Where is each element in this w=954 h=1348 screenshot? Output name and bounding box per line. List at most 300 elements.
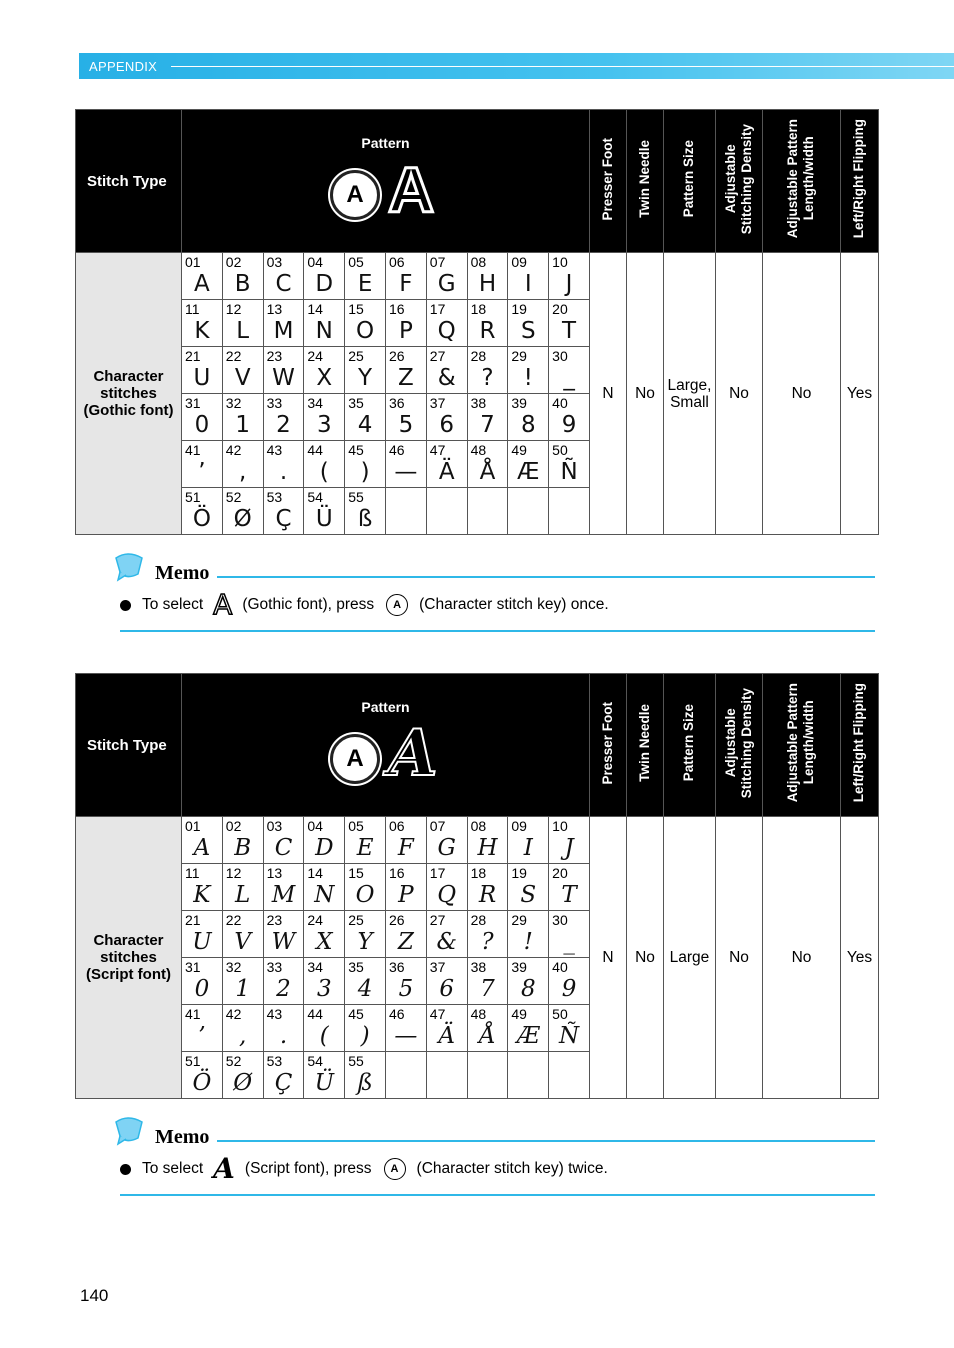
pattern-number: 36 [388,395,405,411]
pattern-number: 08 [470,254,487,270]
header-rule [171,66,954,67]
pattern-cell[interactable] [385,441,426,488]
pattern-number: 30 [552,348,568,364]
pattern-cell[interactable] [263,300,304,347]
pattern-character: Ø [233,1070,253,1096]
pattern-character: ’ [198,459,206,485]
pattern-cell[interactable] [345,300,386,347]
pattern-cell[interactable] [467,347,508,394]
pattern-cell[interactable] [385,394,426,441]
pattern-cell[interactable] [467,864,508,911]
table-row [76,253,879,300]
pattern-character: M [271,882,296,908]
pattern-cell[interactable] [508,441,549,488]
pattern-character: T [561,882,577,908]
gothic-font-icon: A [388,154,435,226]
pattern-cell[interactable] [222,394,263,441]
pattern-character: F [399,271,413,297]
pattern-number: 43 [266,442,283,458]
pattern-cell[interactable] [345,864,386,911]
pattern-character: 0 [194,976,210,1002]
pattern-number: 16 [388,865,405,881]
pattern-cell[interactable] [182,347,223,394]
pattern-number: 55 [348,489,364,505]
pattern-cell[interactable] [508,911,549,958]
pattern-size-value: Large [663,817,715,1099]
pattern-cell[interactable] [263,1005,304,1052]
pattern-number: 10 [552,254,568,270]
pattern-number: 26 [388,348,405,364]
pattern-cell[interactable] [385,817,426,864]
header-pattern-label: Pattern [361,699,410,715]
pattern-character: — [394,459,418,485]
pattern-cell[interactable] [549,300,590,347]
pattern-character: ’ [198,1023,206,1049]
pattern-number: 04 [307,818,323,834]
pattern-cell[interactable] [549,441,590,488]
pattern-cell[interactable] [182,394,223,441]
pattern-cell[interactable] [304,394,345,441]
pattern-character: Y [358,365,373,391]
pattern-number: 29 [511,348,527,364]
pattern-character: 2 [276,412,291,438]
pattern-cell[interactable] [304,958,345,1005]
pattern-cell[interactable] [467,441,508,488]
pattern-number: 21 [185,912,201,928]
pattern-length-value: No [762,253,840,535]
pattern-cell[interactable] [426,911,467,958]
pattern-character: Ñ [559,1023,580,1049]
pattern-cell[interactable] [345,958,386,1005]
pattern-character: X [316,929,333,955]
pattern-character: A [194,271,210,297]
pattern-number: 39 [511,395,527,411]
pattern-cell[interactable] [222,911,263,958]
pattern-character: ) [360,1023,370,1049]
pattern-cell[interactable] [304,488,345,535]
pattern-cell[interactable] [385,347,426,394]
script-font-icon: A [213,1152,235,1185]
presser-foot-value: N [589,817,626,1099]
pattern-cell[interactable] [385,864,426,911]
pattern-number: 46 [388,1006,405,1022]
pattern-cell[interactable] [549,817,590,864]
pattern-cell[interactable] [467,911,508,958]
pattern-number: 53 [266,1053,283,1069]
pattern-cell[interactable] [345,441,386,488]
pattern-number: 23 [266,912,283,928]
pattern-character: 6 [439,976,454,1002]
memo-icon [112,552,146,582]
gothic-font-icon: A [213,588,233,621]
pattern-number: 41 [185,442,201,458]
pattern-number: 54 [307,489,323,505]
pattern-number: 27 [429,912,446,928]
pattern-number: 35 [348,959,364,975]
pattern-cell[interactable] [426,1005,467,1052]
pattern-cell[interactable] [508,300,549,347]
character-key-icon: A [330,170,380,220]
pattern-character: 2 [276,976,291,1002]
pattern-cell[interactable] [222,1052,263,1099]
pattern-cell[interactable] [508,817,549,864]
pattern-cell [426,488,467,535]
pattern-character: 7 [480,976,495,1002]
pattern-number: 02 [225,254,242,270]
pattern-character: Ü [315,506,333,532]
pattern-character: . [279,1023,288,1049]
pattern-cell[interactable] [345,347,386,394]
pattern-character: R [479,318,496,344]
pattern-number: 14 [307,865,323,881]
pattern-cell[interactable] [304,441,345,488]
pattern-number: 37 [429,959,446,975]
pattern-number: 12 [225,865,242,881]
pattern-character: B [234,271,251,297]
pattern-cell[interactable] [385,958,426,1005]
pattern-number: 09 [511,254,527,270]
pattern-number: 51 [185,489,201,505]
pattern-number: 02 [225,818,242,834]
pattern-cell[interactable] [426,300,467,347]
pattern-cell[interactable] [426,394,467,441]
pattern-cell[interactable] [304,817,345,864]
pattern-number: 44 [307,442,323,458]
header-pattern-size: Pattern Size [663,110,715,253]
pattern-number: 25 [348,912,364,928]
header-stitching-density: Adjustable Stitching Density [715,110,762,253]
header-stitch-type: Stitch Type [76,110,182,253]
pattern-number: 53 [266,489,283,505]
pattern-number: 36 [388,959,405,975]
pattern-character: Q [437,882,457,908]
pattern-number: 06 [388,254,405,270]
pattern-cell [467,488,508,535]
pattern-character: N [314,882,335,908]
pattern-cell[interactable] [182,1005,223,1052]
pattern-character: 1 [235,976,251,1002]
pattern-cell[interactable] [549,958,590,1005]
pattern-cell[interactable] [304,347,345,394]
script-font-icon: A [388,716,438,791]
pattern-cell[interactable] [222,1005,263,1052]
pattern-cell[interactable] [345,1005,386,1052]
pattern-number: 05 [348,254,364,270]
pattern-character: J [564,835,574,861]
pattern-cell[interactable] [263,253,304,300]
pattern-cell[interactable] [222,958,263,1005]
pattern-cell[interactable] [467,394,508,441]
pattern-cell[interactable] [549,1005,590,1052]
pattern-cell[interactable] [182,817,223,864]
pattern-number: 29 [511,912,527,928]
pattern-cell[interactable] [385,1005,426,1052]
pattern-number: 03 [266,818,283,834]
pattern-cell[interactable] [426,347,467,394]
pattern-cell[interactable] [467,958,508,1005]
pattern-cell[interactable] [182,864,223,911]
pattern-cell[interactable] [263,347,304,394]
pattern-character: Ü [314,1070,334,1096]
pattern-cell[interactable] [508,1005,549,1052]
pattern-cell[interactable] [467,253,508,300]
pattern-number: 17 [429,301,446,317]
pattern-cell[interactable] [182,488,223,535]
stitching-density-value: No [715,253,762,535]
header-stitching-density: Adjustable Stitching Density [715,674,762,817]
pattern-character: Æ [517,459,540,485]
pattern-number: 55 [348,1053,364,1069]
pattern-cell[interactable] [222,300,263,347]
pattern-number: 15 [348,865,364,881]
header-pattern-length: Adjustable Pattern Length/width [762,674,840,817]
pattern-number: 33 [266,395,283,411]
pattern-length-value: No [762,817,840,1099]
pattern-character: Ç [275,506,292,532]
pattern-character: 1 [235,412,251,438]
header-flipping: Left/Right Flipping [840,110,878,253]
pattern-number: 05 [348,818,364,834]
pattern-character: ? [481,365,494,391]
pattern-number: 01 [185,818,201,834]
pattern-character: Q [437,318,456,344]
pattern-number: 09 [511,818,527,834]
pattern-character: & [437,365,456,391]
pattern-character: ß [357,506,373,532]
pattern-cell[interactable] [508,394,549,441]
pattern-number: 12 [225,301,242,317]
pattern-cell[interactable] [467,1005,508,1052]
pattern-cell[interactable] [426,958,467,1005]
pattern-cell[interactable] [222,253,263,300]
pattern-character: 3 [316,976,332,1002]
pattern-cell[interactable] [385,300,426,347]
pattern-character: . [279,459,288,485]
pattern-character: Ç [274,1070,293,1096]
pattern-number: 15 [348,301,364,317]
pattern-character: O [356,318,375,344]
pattern-character: 5 [398,976,414,1002]
flipping-value: Yes [840,817,878,1099]
pattern-number: 24 [307,348,323,364]
pattern-cell[interactable] [467,300,508,347]
pattern-cell[interactable] [182,911,223,958]
pattern-number: 06 [388,818,405,834]
page-number: 140 [80,1286,109,1305]
stitch-type-cell: Character stitches (Gothic font) [76,253,182,535]
pattern-cell [385,1052,426,1099]
pattern-character: L [236,318,250,344]
pattern-cell[interactable] [222,817,263,864]
pattern-character: Ä [438,1023,455,1049]
pattern-character: 8 [520,412,536,438]
pattern-cell[interactable] [345,394,386,441]
pattern-cell[interactable] [263,864,304,911]
pattern-character: E [357,271,373,297]
pattern-cell[interactable] [549,911,590,958]
pattern-character: Z [398,365,414,391]
pattern-number: 33 [266,959,283,975]
pattern-number: 10 [552,818,568,834]
memo-bottom-rule [120,630,875,632]
pattern-cell[interactable] [263,394,304,441]
table-row [76,817,879,864]
pattern-character: C [274,835,293,861]
pattern-character: O [355,882,375,908]
pattern-cell[interactable] [263,817,304,864]
pattern-cell[interactable] [467,817,508,864]
pattern-cell[interactable] [508,864,549,911]
pattern-number: 49 [511,1006,527,1022]
pattern-number: 34 [307,395,323,411]
header-stitch-type: Stitch Type [76,674,182,817]
pattern-number: 21 [185,348,201,364]
pattern-character: Ö [192,506,211,532]
pattern-number: 22 [225,912,242,928]
pattern-number: 46 [388,442,405,458]
pattern-cell[interactable] [549,394,590,441]
pattern-cell[interactable] [263,911,304,958]
pattern-cell[interactable] [385,253,426,300]
pattern-character: D [315,835,334,861]
pattern-cell[interactable] [304,1052,345,1099]
pattern-cell[interactable] [304,911,345,958]
pattern-number: 50 [552,1006,568,1022]
pattern-number: 23 [266,348,283,364]
pattern-number: 13 [266,301,283,317]
pattern-cell[interactable] [549,253,590,300]
pattern-character: P [398,318,413,344]
pattern-number: 19 [511,865,527,881]
pattern-cell[interactable] [304,253,345,300]
pattern-cell[interactable] [385,911,426,958]
pattern-cell[interactable] [182,1052,223,1099]
pattern-cell[interactable] [345,1052,386,1099]
pattern-cell[interactable] [222,347,263,394]
pattern-cell[interactable] [263,488,304,535]
pattern-number: 42 [225,1006,242,1022]
pattern-number: 45 [348,442,364,458]
pattern-number: 44 [307,1006,323,1022]
presser-foot-value: N [589,253,626,535]
pattern-number: 35 [348,395,364,411]
header-band [79,53,954,79]
pattern-number: 07 [429,818,446,834]
pattern-number: 54 [307,1053,323,1069]
pattern-cell[interactable] [508,253,549,300]
pattern-character: K [194,318,210,344]
pattern-cell[interactable] [263,441,304,488]
pattern-character: Å [479,1023,496,1049]
pattern-character: 9 [561,412,577,438]
pattern-number: 39 [511,959,527,975]
pattern-cell[interactable] [263,1052,304,1099]
pattern-character: P [398,882,414,908]
pattern-cell[interactable] [182,441,223,488]
pattern-cell [549,1052,590,1099]
pattern-cell[interactable] [508,958,549,1005]
pattern-cell[interactable] [182,958,223,1005]
pattern-character: ( [319,459,329,485]
pattern-number: 34 [307,959,323,975]
pattern-cell[interactable] [304,1005,345,1052]
pattern-cell[interactable] [508,347,549,394]
pattern-number: 49 [511,442,527,458]
pattern-cell[interactable] [222,488,263,535]
pattern-number: 45 [348,1006,364,1022]
pattern-number: 17 [429,865,446,881]
pattern-cell[interactable] [549,347,590,394]
pattern-number: 19 [511,301,527,317]
pattern-cell[interactable] [182,253,223,300]
pattern-cell[interactable] [345,488,386,535]
header-pattern-size: Pattern Size [663,674,715,817]
pattern-number: 20 [552,301,568,317]
pattern-character: ß [357,1070,373,1096]
pattern-cell[interactable] [426,253,467,300]
memo-rule [217,576,875,578]
memo-text: To select A (Script font), press A (Character stitch key) twice. [120,1156,608,1182]
pattern-number: 48 [470,442,487,458]
pattern-cell[interactable] [304,300,345,347]
twin-needle-value: No [626,253,663,535]
pattern-cell[interactable] [426,817,467,864]
pattern-cell[interactable] [222,441,263,488]
pattern-number: 20 [552,865,568,881]
pattern-cell[interactable] [263,958,304,1005]
pattern-number: 18 [470,865,487,881]
pattern-cell[interactable] [182,300,223,347]
pattern-character: T [562,318,577,344]
pattern-number: 16 [388,301,405,317]
pattern-number: 32 [225,395,242,411]
pattern-character: 8 [520,976,536,1002]
pattern-cell[interactable] [345,911,386,958]
memo-rule [217,1140,875,1142]
pattern-cell[interactable] [345,253,386,300]
pattern-character: ! [523,929,533,955]
pattern-character: R [478,882,497,908]
pattern-number: 52 [225,1053,242,1069]
pattern-cell[interactable] [222,864,263,911]
pattern-cell[interactable] [426,441,467,488]
pattern-character: H [477,835,498,861]
pattern-character: 7 [480,412,495,438]
pattern-number: 27 [429,348,446,364]
pattern-character: V [234,365,251,391]
pattern-character: ? [481,929,494,955]
pattern-character: 6 [439,412,454,438]
pattern-character: G [437,271,456,297]
pattern-number: 42 [225,442,242,458]
pattern-character: 5 [398,412,414,438]
pattern-cell[interactable] [426,864,467,911]
pattern-character: — [394,1023,418,1049]
pattern-character: X [316,365,333,391]
pattern-cell[interactable] [304,864,345,911]
pattern-character: Æ [516,1023,540,1049]
pattern-number: 24 [307,912,323,928]
pattern-character: & [436,929,457,955]
pattern-cell[interactable] [345,817,386,864]
pattern-character: G [437,835,456,861]
pattern-character: S [520,882,537,908]
header-twin-needle: Twin Needle [626,110,663,253]
pattern-number: 04 [307,254,323,270]
pattern-cell[interactable] [549,864,590,911]
pattern-number: 52 [225,489,242,505]
pattern-character: 4 [357,412,373,438]
